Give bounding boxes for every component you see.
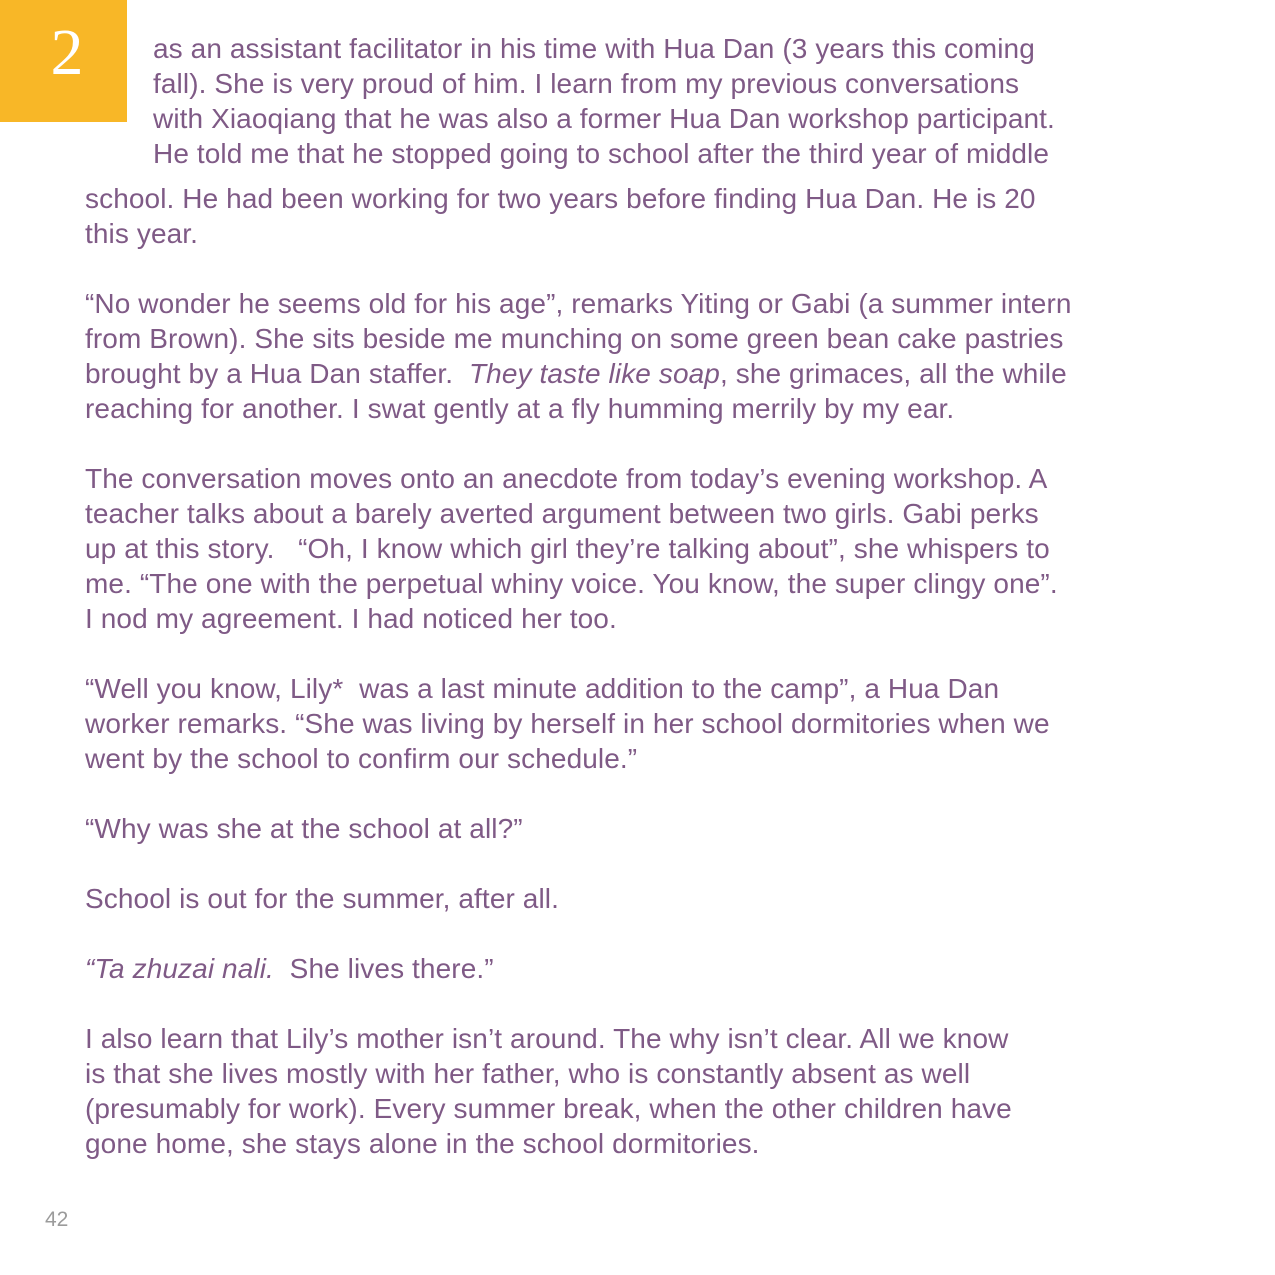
chapter-number: 2 — [50, 16, 84, 89]
text-line: The conversation moves onto an anecdote from today’s evening workshop. A — [85, 463, 1048, 494]
text-line: from Brown). She sits beside me munching on some green bean cake pastries — [85, 323, 1064, 354]
text-line: school. He had been working for two years before finding Hua Dan. He is 20 — [85, 183, 1036, 214]
text-line: (presumably for work). Every summer break, when the other children have — [85, 1093, 1012, 1124]
text-segment: , she grimaces, all the while — [719, 358, 1067, 389]
text-segment: She lives there.” — [273, 953, 494, 984]
text-line: I also learn that Lily’s mother isn’t around. The why isn’t clear. All we know — [85, 1023, 1009, 1054]
intro-text — [153, 31, 1055, 171]
text-line: fall). She is very proud of him. I learn from my previous conversations — [153, 68, 1020, 99]
paragraph-6 — [85, 881, 1072, 916]
paragraph-8 — [85, 1021, 1072, 1161]
paragraph-4 — [85, 671, 1072, 776]
paragraph-2 — [85, 286, 1072, 426]
page-number: 42 — [45, 1208, 69, 1231]
text-line: School is out for the summer, after all. — [85, 883, 559, 914]
text-line: this year. — [85, 218, 199, 249]
text-line: me. “The one with the perpetual whiny voice. You know, the super clingy one”. — [85, 568, 1058, 599]
text-line: gone home, she stays alone in the school dormitories. — [85, 1128, 760, 1159]
text-line: I nod my agreement. I had noticed her too. — [85, 603, 617, 634]
italic-text: “Ta zhuzai nali. — [85, 953, 274, 984]
text-line: teacher talks about a barely averted argument between two girls. Gabi perks — [85, 498, 1039, 529]
text-line — [85, 951, 1072, 986]
paragraph-5 — [85, 811, 1072, 846]
text-line: He told me that he stopped going to school after the third year of middle — [153, 138, 1050, 169]
paragraph-7 — [85, 951, 1072, 986]
text-line: reaching for another. I swat gently at a fly humming merrily by my ear. — [85, 393, 955, 424]
text-line: as an assistant facilitator in his time with Hua Dan (3 years this coming — [153, 33, 1035, 64]
text-line: worker remarks. “She was living by herself in her school dormitories when we — [85, 708, 1050, 739]
text-line: is that she lives mostly with her father, who is constantly absent as well — [85, 1058, 971, 1089]
paragraph-3 — [85, 461, 1072, 636]
text-line: with Xiaoqiang that he was also a former Hua Dan workshop participant. — [153, 103, 1055, 134]
text-line — [85, 356, 1072, 391]
text-line: “Well you know, Lily* was a last minute addition to the camp”, a Hua Dan — [85, 673, 1000, 704]
text-line: “No wonder he seems old for his age”, remarks Yiting or Gabi (a summer intern — [85, 288, 1072, 319]
text-segment: brought by a Hua Dan staffer. — [85, 358, 469, 389]
text-line: went by the school to confirm our schedule.” — [85, 743, 638, 774]
body-text — [85, 181, 1072, 1161]
text-line: up at this story. “Oh, I know which girl they’re talking about”, she whispers to — [85, 533, 1050, 564]
text-line: “Why was she at the school at all?” — [85, 813, 523, 844]
paragraph-1 — [85, 181, 1072, 251]
italic-text: They taste like soap — [468, 358, 720, 389]
